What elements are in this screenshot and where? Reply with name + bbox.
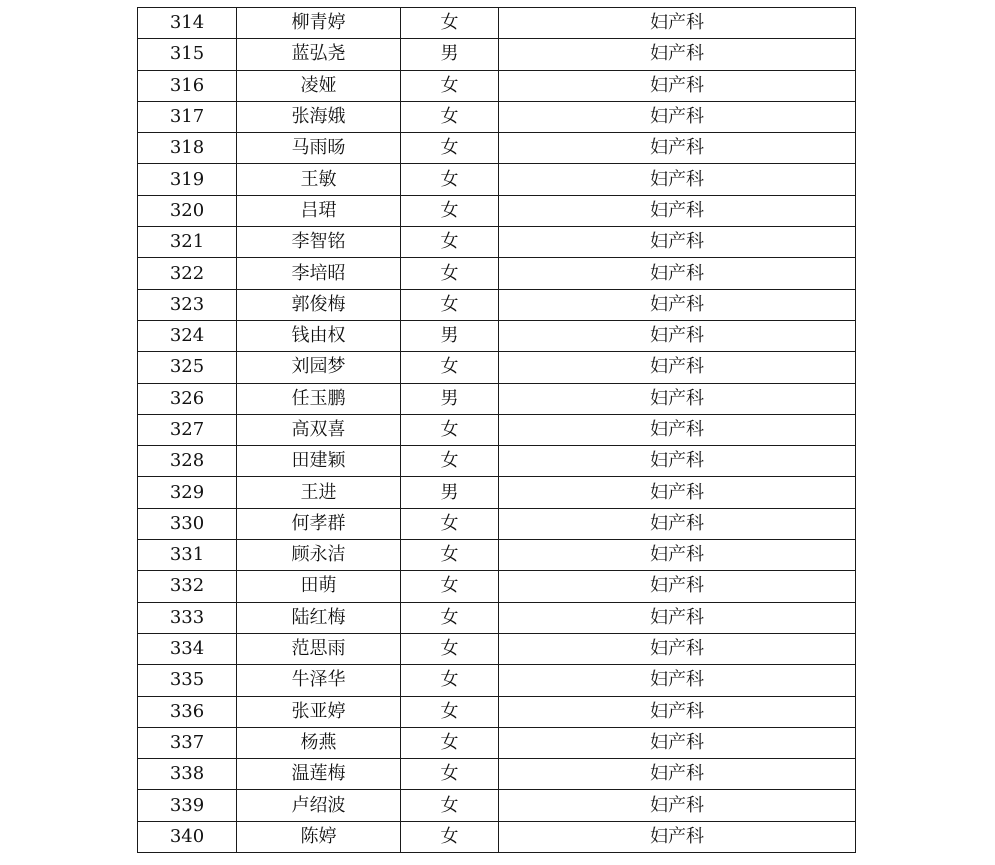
department-cell: 妇产科 xyxy=(499,571,856,602)
name-cell: 郭俊梅 xyxy=(237,289,401,320)
name-cell: 刘园梦 xyxy=(237,352,401,383)
row-number-cell: 338 xyxy=(138,759,237,790)
table-row xyxy=(138,70,856,101)
row-number-cell: 339 xyxy=(138,790,237,821)
name-cell: 陈婷 xyxy=(237,821,401,852)
table-row xyxy=(138,790,856,821)
gender-cell: 女 xyxy=(401,289,499,320)
row-number-cell: 335 xyxy=(138,665,237,696)
name-cell: 高双喜 xyxy=(237,414,401,445)
gender-cell: 女 xyxy=(401,759,499,790)
row-number-cell: 318 xyxy=(138,133,237,164)
table-row xyxy=(138,133,856,164)
table-row xyxy=(138,383,856,414)
row-number-cell: 317 xyxy=(138,101,237,132)
gender-cell: 女 xyxy=(401,602,499,633)
gender-cell: 女 xyxy=(401,227,499,258)
row-number-cell: 314 xyxy=(138,8,237,39)
row-number-cell: 319 xyxy=(138,164,237,195)
department-cell: 妇产科 xyxy=(499,790,856,821)
gender-cell: 女 xyxy=(401,696,499,727)
table-row xyxy=(138,39,856,70)
row-number-cell: 322 xyxy=(138,258,237,289)
name-cell: 钱由权 xyxy=(237,320,401,351)
gender-cell: 女 xyxy=(401,633,499,664)
gender-cell: 女 xyxy=(401,8,499,39)
table-row xyxy=(138,759,856,790)
table-row xyxy=(138,633,856,664)
name-cell: 范思雨 xyxy=(237,633,401,664)
gender-cell: 女 xyxy=(401,70,499,101)
department-cell: 妇产科 xyxy=(499,759,856,790)
table-row xyxy=(138,446,856,477)
gender-cell: 男 xyxy=(401,39,499,70)
table-row xyxy=(138,727,856,758)
row-number-cell: 316 xyxy=(138,70,237,101)
row-number-cell: 324 xyxy=(138,320,237,351)
name-cell: 李培昭 xyxy=(237,258,401,289)
table-row xyxy=(138,821,856,852)
department-cell: 妇产科 xyxy=(499,633,856,664)
name-cell: 何孝群 xyxy=(237,508,401,539)
department-cell: 妇产科 xyxy=(499,508,856,539)
table-row xyxy=(138,414,856,445)
row-number-cell: 340 xyxy=(138,821,237,852)
department-cell: 妇产科 xyxy=(499,477,856,508)
name-cell: 蓝弘尧 xyxy=(237,39,401,70)
table-row xyxy=(138,195,856,226)
department-cell: 妇产科 xyxy=(499,320,856,351)
row-number-cell: 334 xyxy=(138,633,237,664)
department-cell: 妇产科 xyxy=(499,446,856,477)
name-cell: 马雨旸 xyxy=(237,133,401,164)
name-cell: 凌娅 xyxy=(237,70,401,101)
row-number-cell: 320 xyxy=(138,195,237,226)
department-cell: 妇产科 xyxy=(499,101,856,132)
row-number-cell: 326 xyxy=(138,383,237,414)
name-cell: 张亚婷 xyxy=(237,696,401,727)
department-cell: 妇产科 xyxy=(499,227,856,258)
table-row xyxy=(138,540,856,571)
table-row xyxy=(138,8,856,39)
department-cell: 妇产科 xyxy=(499,352,856,383)
row-number-cell: 328 xyxy=(138,446,237,477)
row-number-cell: 323 xyxy=(138,289,237,320)
gender-cell: 女 xyxy=(401,821,499,852)
department-cell: 妇产科 xyxy=(499,727,856,758)
name-cell: 卢绍波 xyxy=(237,790,401,821)
name-cell: 田萌 xyxy=(237,571,401,602)
department-cell: 妇产科 xyxy=(499,133,856,164)
gender-cell: 男 xyxy=(401,383,499,414)
table-row xyxy=(138,696,856,727)
gender-cell: 女 xyxy=(401,352,499,383)
name-cell: 田建颖 xyxy=(237,446,401,477)
gender-cell: 女 xyxy=(401,540,499,571)
row-number-cell: 330 xyxy=(138,508,237,539)
gender-cell: 女 xyxy=(401,414,499,445)
row-number-cell: 329 xyxy=(138,477,237,508)
table-row xyxy=(138,258,856,289)
gender-cell: 女 xyxy=(401,101,499,132)
name-cell: 陆红梅 xyxy=(237,602,401,633)
table-row xyxy=(138,477,856,508)
name-cell: 王敏 xyxy=(237,164,401,195)
name-cell: 李智铭 xyxy=(237,227,401,258)
department-cell: 妇产科 xyxy=(499,665,856,696)
department-cell: 妇产科 xyxy=(499,602,856,633)
department-cell: 妇产科 xyxy=(499,164,856,195)
table-row xyxy=(138,227,856,258)
department-cell: 妇产科 xyxy=(499,414,856,445)
gender-cell: 女 xyxy=(401,446,499,477)
gender-cell: 男 xyxy=(401,477,499,508)
table-row xyxy=(138,101,856,132)
table-row xyxy=(138,352,856,383)
row-number-cell: 333 xyxy=(138,602,237,633)
gender-cell: 女 xyxy=(401,133,499,164)
department-cell: 妇产科 xyxy=(499,258,856,289)
row-number-cell: 315 xyxy=(138,39,237,70)
name-cell: 牛泽华 xyxy=(237,665,401,696)
row-number-cell: 325 xyxy=(138,352,237,383)
row-number-cell: 331 xyxy=(138,540,237,571)
gender-cell: 男 xyxy=(401,320,499,351)
gender-cell: 女 xyxy=(401,508,499,539)
roster-table-body xyxy=(138,8,856,853)
department-cell: 妇产科 xyxy=(499,540,856,571)
gender-cell: 女 xyxy=(401,665,499,696)
name-cell: 柳青婷 xyxy=(237,8,401,39)
name-cell: 吕珺 xyxy=(237,195,401,226)
row-number-cell: 321 xyxy=(138,227,237,258)
row-number-cell: 336 xyxy=(138,696,237,727)
department-cell: 妇产科 xyxy=(499,70,856,101)
department-cell: 妇产科 xyxy=(499,289,856,320)
gender-cell: 女 xyxy=(401,164,499,195)
gender-cell: 女 xyxy=(401,571,499,602)
table-row xyxy=(138,289,856,320)
table-row xyxy=(138,602,856,633)
row-number-cell: 337 xyxy=(138,727,237,758)
name-cell: 任玉鹏 xyxy=(237,383,401,414)
name-cell: 顾永洁 xyxy=(237,540,401,571)
table-row xyxy=(138,665,856,696)
department-cell: 妇产科 xyxy=(499,821,856,852)
table-row xyxy=(138,164,856,195)
roster-table xyxy=(137,7,856,853)
name-cell: 温莲梅 xyxy=(237,759,401,790)
department-cell: 妇产科 xyxy=(499,383,856,414)
table-row xyxy=(138,320,856,351)
gender-cell: 女 xyxy=(401,195,499,226)
department-cell: 妇产科 xyxy=(499,39,856,70)
gender-cell: 女 xyxy=(401,258,499,289)
department-cell: 妇产科 xyxy=(499,696,856,727)
gender-cell: 女 xyxy=(401,727,499,758)
name-cell: 杨燕 xyxy=(237,727,401,758)
row-number-cell: 327 xyxy=(138,414,237,445)
row-number-cell: 332 xyxy=(138,571,237,602)
department-cell: 妇产科 xyxy=(499,195,856,226)
gender-cell: 女 xyxy=(401,790,499,821)
name-cell: 王进 xyxy=(237,477,401,508)
table-row xyxy=(138,571,856,602)
name-cell: 张海娥 xyxy=(237,101,401,132)
table-row xyxy=(138,508,856,539)
department-cell: 妇产科 xyxy=(499,8,856,39)
